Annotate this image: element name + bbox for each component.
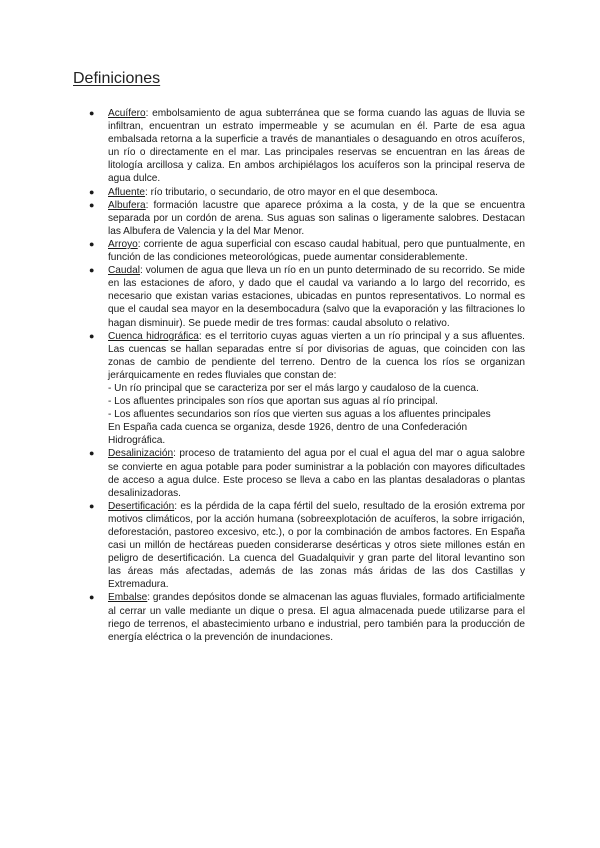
definition-caudal <box>88 264 525 329</box>
definition-cuenca-hidrografica <box>88 330 525 448</box>
definition-text: : grandes depósitos donde se almacenan las aguas fluviales, formado artificialmente al cerrar un valle mediante un dique o presa. El agua almacenada puede utilizarse para el riego de terrenos, el abastecimiento urbano e industrial, pero también para la producción de energía eléctrica o la prevención de inundaciones. <box>108 592 525 643</box>
sub-line: - Los afluentes secundarios son ríos que vierten sus aguas a los afluentes principales <box>108 409 491 421</box>
page-title: Definiciones <box>73 70 161 87</box>
definition-term: Acuífero <box>108 108 146 119</box>
definition-afluente <box>88 186 525 199</box>
definition-text: : es el territorio cuyas aguas vierten a un río principal y a sus afluentes. Las cuencas se hallan separadas entre sí por divisorias de aguas, que coinciden con las zonas de cambio de pendiente del terreno. Dentro de la cuenca los ríos se organizan jerárquicamente en redes fluviales que constan de: <box>108 330 525 381</box>
definition-term: Desertificación <box>108 500 175 512</box>
sub-line: - Un río principal que se caracteriza por ser el más largo y caudaloso de la cuenca. <box>108 382 479 394</box>
definition-text: : proceso de tratamiento del agua por el cual el agua del mar o agua salobre se convierte en agua potable para poder suministrar a la población con mayores dificultades de acceso a agua dulce. Este proceso se lleva a cabo en las plantas desaladoras o plantas desalinizadoras. <box>108 448 525 499</box>
definition-arroyo <box>88 238 525 264</box>
definition-desertificacion <box>88 500 525 592</box>
definition-text: : embolsamiento de agua subterránea que se forma cuando las aguas de lluvia se infiltran, encuentran un estrato impermeable y se acumulan en él. Parte de esa agua embalsada retorna a la superficie a través de manantiales o desaguando en otros acuíferos, un río o directamente en el mar. Las principales reservas se encuentran en las áreas de litología arcillosa y caliza. En ambos archipiélagos los acuíferos son la principal reserva de agua dulce. <box>108 108 525 185</box>
sub-line: En España cada cuenca se organiza, desde 1926, dentro de una Confederación Hidrográfica. <box>108 422 468 447</box>
definition-desalinizacion <box>88 447 525 499</box>
definition-text: : formación lacustre que aparece próxima a la costa, y de la que se encuentra separada por un cordón de arena. Sus aguas son salinas o ligeramente salobres. Destacan las Albufera de Valencia y la del Mar Menor. <box>108 199 525 237</box>
bullet-icon: ● <box>89 108 95 118</box>
definitions-list <box>88 107 525 644</box>
bullet-icon: ● <box>89 265 95 276</box>
bullet-icon: ● <box>89 238 95 249</box>
bullet-icon: ● <box>89 199 95 210</box>
sub-line: - Los afluentes principales son ríos que aportan sus aguas al río principal. <box>108 396 438 408</box>
bullet-icon: ● <box>89 186 95 197</box>
bullet-icon: ● <box>89 448 95 459</box>
definition-albufera <box>88 199 525 238</box>
bullet-icon: ● <box>89 330 95 341</box>
bullet-icon: ● <box>89 500 95 511</box>
definition-text: : río tributario, o secundario, de otro mayor en el que desemboca. <box>145 186 438 198</box>
definition-term: Embalse <box>108 592 148 604</box>
definition-term: Albufera <box>108 199 146 211</box>
definition-term: Cuenca hidrográfica <box>108 330 199 342</box>
definition-term: Arroyo <box>108 238 138 250</box>
definition-text: : es la pérdida de la capa fértil del suelo, resultado de la erosión extrema por motivos climáticos, por la acción humana (sobreexplotación de acuíferos, la sobre irrigación, deforestación, pastoreo excesivo, etc.), o por la combinación de ambos factores. En España casi un millón de hectáreas pueden considerarse desérticas y otros siete millones están en peligro de desertificación. La cuenca del Guadalquivir y gran parte del litoral levantino son las áreas más afectadas, además de las zonas más áridas de las dos Castillas y Extremadura. <box>108 500 525 591</box>
definition-text: : volumen de agua que lleva un río en un punto determinado de su recorrido. Se mide en las estaciones de aforo, y dado que el caudal va variando a lo largo del recorrido, es necesario que existan varias estaciones, ubicadas en puntos representativos. Lo normal es que el caudal sea mayor en la desembocadura (salvo que la evaporación y las filtraciones lo hagan disminuir). Se puede medir de tres formas: caudal absoluto o relativo. <box>108 265 525 329</box>
bullet-icon: ● <box>89 592 95 603</box>
definition-text: : corriente de agua superficial con escaso caudal habitual, pero que puntualmente, en función de las condiciones meteorológicas, puede aumentar considerablemente. <box>108 238 525 264</box>
definition-term: Afluente <box>108 186 146 198</box>
definition-term: Caudal <box>108 265 140 277</box>
definition-acuifero <box>88 107 525 186</box>
definition-embalse <box>88 591 525 643</box>
definition-term: Desalinización <box>108 448 174 460</box>
